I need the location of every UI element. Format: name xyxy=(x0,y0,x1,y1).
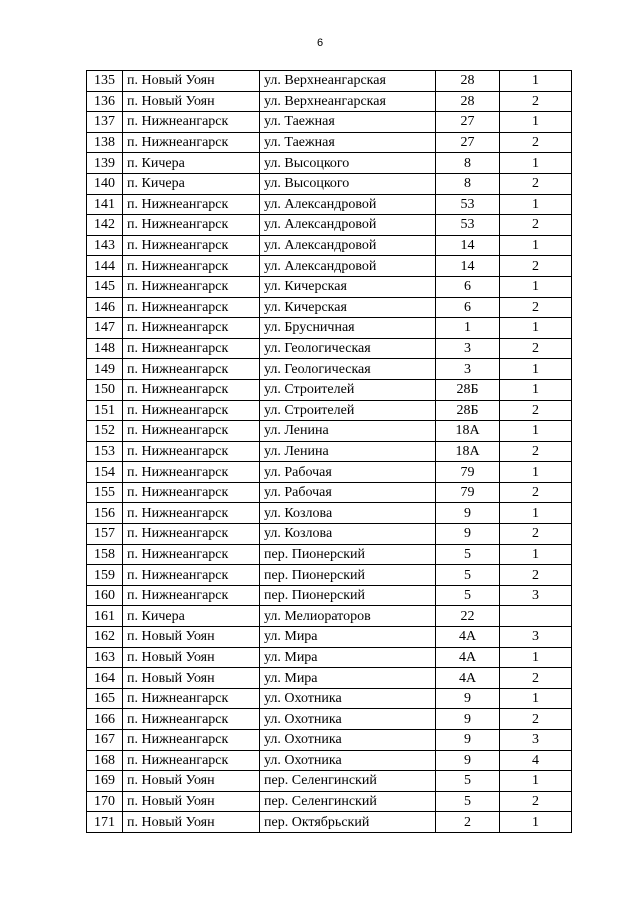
house-number-cell: 9 xyxy=(436,750,500,771)
apartment-number-cell: 2 xyxy=(500,668,572,689)
house-number-cell: 28Б xyxy=(436,379,500,400)
street-cell: ул. Таежная xyxy=(260,132,436,153)
table-row xyxy=(87,627,572,648)
house-number-cell: 27 xyxy=(436,132,500,153)
street-cell: пер. Селенгинский xyxy=(260,771,436,792)
row-number-cell: 162 xyxy=(87,627,123,648)
house-number-cell: 9 xyxy=(436,730,500,751)
apartment-number-cell: 1 xyxy=(500,194,572,215)
street-cell: ул. Верхнеангарская xyxy=(260,91,436,112)
settlement-cell: п. Нижнеангарск xyxy=(123,544,260,565)
apartment-number-cell: 2 xyxy=(500,91,572,112)
row-number-cell: 160 xyxy=(87,585,123,606)
row-number-cell: 156 xyxy=(87,503,123,524)
table-row xyxy=(87,173,572,194)
table-row xyxy=(87,688,572,709)
apartment-number-cell: 2 xyxy=(500,297,572,318)
house-number-cell: 9 xyxy=(436,709,500,730)
table-row xyxy=(87,153,572,174)
table-row xyxy=(87,668,572,689)
street-cell: ул. Геологическая xyxy=(260,359,436,380)
row-number-cell: 167 xyxy=(87,730,123,751)
settlement-cell: п. Кичера xyxy=(123,606,260,627)
street-cell: пер. Пионерский xyxy=(260,544,436,565)
house-number-cell: 28 xyxy=(436,91,500,112)
row-number-cell: 138 xyxy=(87,132,123,153)
settlement-cell: п. Нижнеангарск xyxy=(123,276,260,297)
table-row xyxy=(87,235,572,256)
apartment-number-cell xyxy=(500,606,572,627)
apartment-number-cell: 1 xyxy=(500,235,572,256)
row-number-cell: 151 xyxy=(87,400,123,421)
house-number-cell: 18А xyxy=(436,441,500,462)
settlement-cell: п. Новый Уоян xyxy=(123,647,260,668)
row-number-cell: 147 xyxy=(87,318,123,339)
street-cell: ул. Верхнеангарская xyxy=(260,71,436,92)
street-cell: ул. Александровой xyxy=(260,215,436,236)
table-row xyxy=(87,482,572,503)
table-row xyxy=(87,256,572,277)
row-number-cell: 144 xyxy=(87,256,123,277)
settlement-cell: п. Нижнеангарск xyxy=(123,750,260,771)
row-number-cell: 148 xyxy=(87,338,123,359)
settlement-cell: п. Новый Уоян xyxy=(123,771,260,792)
house-number-cell: 5 xyxy=(436,585,500,606)
row-number-cell: 168 xyxy=(87,750,123,771)
street-cell: пер. Пионерский xyxy=(260,565,436,586)
row-number-cell: 153 xyxy=(87,441,123,462)
street-cell: ул. Мира xyxy=(260,668,436,689)
row-number-cell: 145 xyxy=(87,276,123,297)
apartment-number-cell: 1 xyxy=(500,544,572,565)
street-cell: ул. Кичерская xyxy=(260,276,436,297)
table-row xyxy=(87,297,572,318)
house-number-cell: 2 xyxy=(436,812,500,833)
table-row xyxy=(87,194,572,215)
apartment-number-cell: 4 xyxy=(500,750,572,771)
table-row xyxy=(87,709,572,730)
row-number-cell: 159 xyxy=(87,565,123,586)
row-number-cell: 152 xyxy=(87,421,123,442)
street-cell: ул. Козлова xyxy=(260,503,436,524)
settlement-cell: п. Нижнеангарск xyxy=(123,688,260,709)
house-number-cell: 6 xyxy=(436,276,500,297)
street-cell: ул. Мира xyxy=(260,627,436,648)
house-number-cell: 5 xyxy=(436,771,500,792)
street-cell: ул. Рабочая xyxy=(260,482,436,503)
apartment-number-cell: 1 xyxy=(500,503,572,524)
house-number-cell: 9 xyxy=(436,524,500,545)
house-number-cell: 6 xyxy=(436,297,500,318)
apartment-number-cell: 1 xyxy=(500,112,572,133)
apartment-number-cell: 2 xyxy=(500,441,572,462)
settlement-cell: п. Кичера xyxy=(123,173,260,194)
settlement-cell: п. Нижнеангарск xyxy=(123,730,260,751)
settlement-cell: п. Новый Уоян xyxy=(123,812,260,833)
street-cell: ул. Козлова xyxy=(260,524,436,545)
row-number-cell: 142 xyxy=(87,215,123,236)
row-number-cell: 150 xyxy=(87,379,123,400)
settlement-cell: п. Нижнеангарск xyxy=(123,112,260,133)
house-number-cell: 4А xyxy=(436,627,500,648)
house-number-cell: 79 xyxy=(436,462,500,483)
street-cell: ул. Охотника xyxy=(260,730,436,751)
table-row xyxy=(87,379,572,400)
settlement-cell: п. Новый Уоян xyxy=(123,668,260,689)
table-row xyxy=(87,112,572,133)
street-cell: ул. Рабочая xyxy=(260,462,436,483)
house-number-cell: 53 xyxy=(436,215,500,236)
apartment-number-cell: 2 xyxy=(500,524,572,545)
street-cell: ул. Высоцкого xyxy=(260,153,436,174)
row-number-cell: 164 xyxy=(87,668,123,689)
apartment-number-cell: 1 xyxy=(500,276,572,297)
settlement-cell: п. Нижнеангарск xyxy=(123,256,260,277)
apartment-number-cell: 2 xyxy=(500,215,572,236)
apartment-number-cell: 3 xyxy=(500,627,572,648)
table-row xyxy=(87,585,572,606)
settlement-cell: п. Нижнеангарск xyxy=(123,503,260,524)
house-number-cell: 14 xyxy=(436,235,500,256)
apartment-number-cell: 1 xyxy=(500,647,572,668)
table-row xyxy=(87,750,572,771)
settlement-cell: п. Новый Уоян xyxy=(123,627,260,648)
house-number-cell: 8 xyxy=(436,173,500,194)
table-row xyxy=(87,524,572,545)
house-number-cell: 27 xyxy=(436,112,500,133)
settlement-cell: п. Нижнеангарск xyxy=(123,379,260,400)
house-number-cell: 4А xyxy=(436,668,500,689)
apartment-number-cell: 1 xyxy=(500,771,572,792)
settlement-cell: п. Нижнеангарск xyxy=(123,297,260,318)
row-number-cell: 169 xyxy=(87,771,123,792)
apartment-number-cell: 1 xyxy=(500,359,572,380)
street-cell: ул. Геологическая xyxy=(260,338,436,359)
row-number-cell: 155 xyxy=(87,482,123,503)
table-row xyxy=(87,606,572,627)
row-number-cell: 166 xyxy=(87,709,123,730)
row-number-cell: 163 xyxy=(87,647,123,668)
house-number-cell: 14 xyxy=(436,256,500,277)
apartment-number-cell: 1 xyxy=(500,688,572,709)
table-row xyxy=(87,215,572,236)
apartment-number-cell: 2 xyxy=(500,338,572,359)
settlement-cell: п. Новый Уоян xyxy=(123,91,260,112)
apartment-number-cell: 3 xyxy=(500,730,572,751)
street-cell: ул. Строителей xyxy=(260,400,436,421)
settlement-cell: п. Нижнеангарск xyxy=(123,215,260,236)
apartment-number-cell: 2 xyxy=(500,709,572,730)
row-number-cell: 154 xyxy=(87,462,123,483)
row-number-cell: 141 xyxy=(87,194,123,215)
apartment-number-cell: 2 xyxy=(500,482,572,503)
table-row xyxy=(87,132,572,153)
table-row xyxy=(87,71,572,92)
house-number-cell: 79 xyxy=(436,482,500,503)
settlement-cell: п. Нижнеангарск xyxy=(123,318,260,339)
house-number-cell: 22 xyxy=(436,606,500,627)
table-row xyxy=(87,462,572,483)
table-row xyxy=(87,791,572,812)
house-number-cell: 4А xyxy=(436,647,500,668)
street-cell: ул. Охотника xyxy=(260,709,436,730)
page-number: 6 xyxy=(316,37,324,49)
settlement-cell: п. Новый Уоян xyxy=(123,71,260,92)
street-cell: ул. Таежная xyxy=(260,112,436,133)
street-cell: ул. Охотника xyxy=(260,688,436,709)
street-cell: ул. Ленина xyxy=(260,441,436,462)
table-row xyxy=(87,565,572,586)
settlement-cell: п. Нижнеангарск xyxy=(123,709,260,730)
apartment-number-cell: 1 xyxy=(500,421,572,442)
settlement-cell: п. Нижнеангарск xyxy=(123,400,260,421)
table-row xyxy=(87,812,572,833)
row-number-cell: 135 xyxy=(87,71,123,92)
house-number-cell: 28 xyxy=(436,71,500,92)
apartment-number-cell: 1 xyxy=(500,318,572,339)
street-cell: ул. Охотника xyxy=(260,750,436,771)
table-row xyxy=(87,647,572,668)
house-number-cell: 53 xyxy=(436,194,500,215)
table-row xyxy=(87,318,572,339)
settlement-cell: п. Нижнеангарск xyxy=(123,338,260,359)
row-number-cell: 140 xyxy=(87,173,123,194)
street-cell: ул. Ленина xyxy=(260,421,436,442)
apartment-number-cell: 2 xyxy=(500,173,572,194)
row-number-cell: 165 xyxy=(87,688,123,709)
house-number-cell: 1 xyxy=(436,318,500,339)
settlement-cell: п. Нижнеангарск xyxy=(123,359,260,380)
table-row xyxy=(87,421,572,442)
table-row xyxy=(87,338,572,359)
apartment-number-cell: 2 xyxy=(500,565,572,586)
street-cell: ул. Строителей xyxy=(260,379,436,400)
street-cell: ул. Брусничная xyxy=(260,318,436,339)
apartment-number-cell: 2 xyxy=(500,791,572,812)
table-row xyxy=(87,91,572,112)
settlement-cell: п. Нижнеангарск xyxy=(123,585,260,606)
settlement-cell: п. Нижнеангарск xyxy=(123,421,260,442)
table-row xyxy=(87,441,572,462)
table-row xyxy=(87,359,572,380)
house-number-cell: 3 xyxy=(436,338,500,359)
table-row xyxy=(87,544,572,565)
street-cell: ул. Александровой xyxy=(260,235,436,256)
table-row xyxy=(87,730,572,751)
street-cell: пер. Октябрьский xyxy=(260,812,436,833)
row-number-cell: 136 xyxy=(87,91,123,112)
house-number-cell: 5 xyxy=(436,791,500,812)
settlement-cell: п. Нижнеангарск xyxy=(123,235,260,256)
row-number-cell: 157 xyxy=(87,524,123,545)
house-number-cell: 9 xyxy=(436,503,500,524)
apartment-number-cell: 1 xyxy=(500,462,572,483)
table-row xyxy=(87,276,572,297)
house-number-cell: 9 xyxy=(436,688,500,709)
row-number-cell: 143 xyxy=(87,235,123,256)
apartment-number-cell: 1 xyxy=(500,812,572,833)
table-row xyxy=(87,771,572,792)
table-row xyxy=(87,400,572,421)
apartment-number-cell: 1 xyxy=(500,153,572,174)
settlement-cell: п. Нижнеангарск xyxy=(123,524,260,545)
address-table-body xyxy=(87,71,572,833)
settlement-cell: п. Нижнеангарск xyxy=(123,132,260,153)
apartment-number-cell: 2 xyxy=(500,256,572,277)
settlement-cell: п. Нижнеангарск xyxy=(123,565,260,586)
settlement-cell: п. Кичера xyxy=(123,153,260,174)
row-number-cell: 170 xyxy=(87,791,123,812)
row-number-cell: 146 xyxy=(87,297,123,318)
street-cell: пер. Селенгинский xyxy=(260,791,436,812)
apartment-number-cell: 2 xyxy=(500,132,572,153)
row-number-cell: 171 xyxy=(87,812,123,833)
settlement-cell: п. Нижнеангарск xyxy=(123,482,260,503)
apartment-number-cell: 2 xyxy=(500,400,572,421)
street-cell: ул. Александровой xyxy=(260,194,436,215)
row-number-cell: 149 xyxy=(87,359,123,380)
street-cell: ул. Кичерская xyxy=(260,297,436,318)
street-cell: ул. Александровой xyxy=(260,256,436,277)
house-number-cell: 28Б xyxy=(436,400,500,421)
street-cell: ул. Мира xyxy=(260,647,436,668)
row-number-cell: 139 xyxy=(87,153,123,174)
house-number-cell: 5 xyxy=(436,565,500,586)
apartment-number-cell: 1 xyxy=(500,71,572,92)
row-number-cell: 137 xyxy=(87,112,123,133)
address-table xyxy=(86,70,572,833)
house-number-cell: 3 xyxy=(436,359,500,380)
apartment-number-cell: 3 xyxy=(500,585,572,606)
house-number-cell: 18А xyxy=(436,421,500,442)
settlement-cell: п. Нижнеангарск xyxy=(123,441,260,462)
table-row xyxy=(87,503,572,524)
house-number-cell: 8 xyxy=(436,153,500,174)
settlement-cell: п. Нижнеангарск xyxy=(123,462,260,483)
settlement-cell: п. Нижнеангарск xyxy=(123,194,260,215)
settlement-cell: п. Новый Уоян xyxy=(123,791,260,812)
street-cell: ул. Мелиораторов xyxy=(260,606,436,627)
street-cell: пер. Пионерский xyxy=(260,585,436,606)
apartment-number-cell: 1 xyxy=(500,379,572,400)
row-number-cell: 161 xyxy=(87,606,123,627)
row-number-cell: 158 xyxy=(87,544,123,565)
street-cell: ул. Высоцкого xyxy=(260,173,436,194)
house-number-cell: 5 xyxy=(436,544,500,565)
